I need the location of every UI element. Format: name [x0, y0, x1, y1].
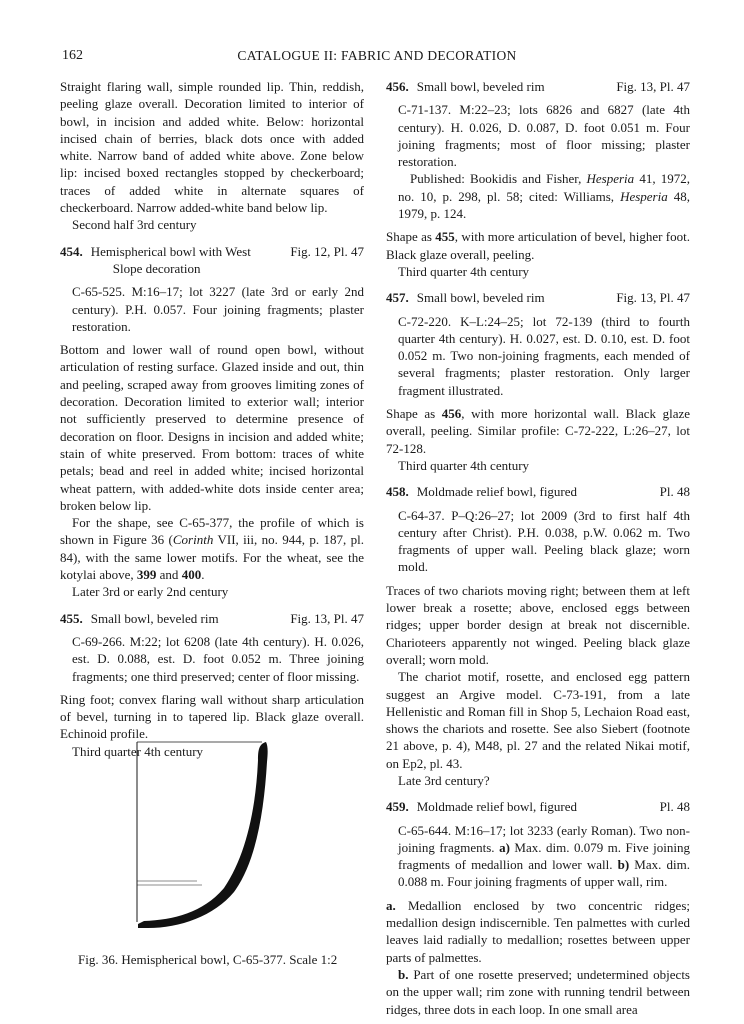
entry-459-fragment-a — [386, 897, 690, 966]
note-italic: Corinth — [172, 532, 214, 548]
fragment-label: b) — [617, 857, 630, 873]
cross-ref: 399 — [136, 567, 157, 583]
publication-text: 41, 1972, no. 10, p. 298, pl. 58; cited: Williams, — [398, 171, 690, 204]
entry-455-heading — [60, 610, 364, 627]
left-column — [60, 78, 364, 760]
note-text: For the shape, see C-65-377, the profile of which is shown in Figure 36 ( — [60, 515, 364, 548]
desc-text: , with more horizontal wall. Black glaze overall, peeling. Similar profile: C-72-222, L:26–27, lot 72-128. — [386, 406, 691, 456]
entry-plate-ref: Pl. 48 — [659, 799, 690, 815]
note-text: and — [156, 567, 182, 583]
entry-459-fragment-b — [386, 966, 690, 1018]
note-text: VII, iii, no. 944, p. 187, pl. 84), with the same lower motifs. For the wheat, see the kotylai above, — [60, 532, 364, 583]
continued-description: Straight flaring wall, simple rounded lip. Thin, reddish, peeling glaze overall. Decoration limited to interior of bowl, in incision and added white. Below: horizontal incised chain of berries, black dots once with added white. Narrow band of added white above. Zone below lip: incised boxed rectangles stopped by checkerboard; traces of added white in alternate squares of checkerboard. Narrow added-white band below lip. — [60, 79, 364, 216]
publication-italic: Hesperia — [620, 188, 668, 204]
entry-figure-ref: Fig. 13, Pl. 47 — [616, 290, 690, 306]
entry-number: 454. — [60, 243, 83, 259]
running-header — [62, 48, 692, 68]
entry-458-date: Late 3rd century? — [398, 772, 490, 788]
entry-458-description: Traces of two chariots moving right; between them at left lower break a rosette; above, enclosed eggs between ridges; upper border design at break not discernible. Charioteers apparently not winged. Peeling black glaze overall; worn mold. — [386, 582, 690, 667]
entry-458-info: C-64-37. P–Q:26–27; lot 2009 (3rd to first half 4th century after Christ). P.H. 0.038, p.W. 0.062 m. Two fragments of upper wall. Peeling black glaze; worn mold. — [398, 507, 690, 575]
entry-456-description — [386, 228, 690, 263]
fragment-label: a. — [386, 897, 396, 913]
entry-459-info — [386, 822, 690, 891]
info-text: Max. dim. 0.088 m. Four joining fragments of upper wall, rim. — [398, 857, 690, 890]
entry-456-date: Third quarter 4th century — [398, 263, 530, 279]
figure-36 — [60, 738, 364, 970]
entry-457-info: C-72-220. K–L:24–25; lot 72-139 (third to fourth quarter 4th century). H. 0.027, est. D. 0.10, est. D. foot 0.052 m. Two non-joining fragments, each mended of several fragments; plaster restoration. Only larger fragment illustrated. — [398, 313, 690, 398]
desc-text: , with more articulation of bevel, higher foot. Black glaze overall, peeling. — [386, 229, 690, 262]
bowl-profile-drawing — [132, 738, 282, 938]
entry-title: Small bowl, beveled rim — [416, 79, 545, 94]
publication-text: Published: Bookidis and Fisher, — [410, 171, 587, 187]
entry-figure-ref: Fig. 13, Pl. 47 — [290, 610, 364, 626]
entry-459-heading — [386, 798, 690, 815]
entry-456-info: C-71-137. M:22–23; lots 6826 and 6827 (late 4th century). H. 0.026, D. 0.087, D. foot 0.051 m. Four joining fragments; most of floor missing; plaster restoration. — [398, 102, 690, 170]
note-text: . — [201, 567, 205, 583]
entry-454-note — [60, 514, 364, 583]
info-text: Max. dim. 0.079 m. Five joining fragments of medallion and lower wall. — [398, 839, 690, 873]
right-column — [386, 78, 690, 1018]
entry-title-line-2: Slope decoration — [112, 260, 201, 276]
entry-title — [91, 243, 285, 278]
entry-458-note: The chariot motif, rosette, and enclosed egg pattern suggest an Argive model. C-73-191, from a late Hellenistic and Roman fill in Shop 5, Lechaion Road east, shows the chariots and rosette. See also Siebert (footnote 21 above, p. 4), M48, pl. 27 and the related Nikai motif, on Ep2, pl. 43. — [386, 669, 690, 771]
info-text: C-65-644. M:16–17; lot 3233 (early Roman). Two non-joining fragments. — [398, 822, 690, 855]
publication-italic: Hesperia — [586, 171, 635, 187]
desc-text: Shape as — [386, 229, 436, 245]
entry-number: 455. — [60, 610, 83, 626]
entry-number: 457. — [386, 290, 409, 306]
entry-457-date: Third quarter 4th century — [398, 457, 530, 473]
cross-ref: 455 — [435, 229, 455, 245]
entry-number: 459. — [386, 799, 409, 815]
entry-455-info: C-69-266. M:22; lot 6208 (late 4th century). H. 0.026, est. D. 0.088, est. D. foot 0.052 m. Three joining fragments; one third preserved; center of floor missing. — [72, 633, 364, 684]
entry-number: 456. — [386, 79, 409, 94]
entry-title: Moldmade relief bowl, figured — [416, 484, 578, 500]
entry-title: Moldmade relief bowl, figured — [416, 799, 578, 815]
publication-text: 48, 1979, p. 124. — [398, 188, 690, 222]
entry-title: Small bowl, beveled rim — [90, 610, 219, 626]
fragment-label: b. — [398, 966, 409, 982]
entry-458-heading — [386, 483, 690, 500]
entry-456-publication — [386, 170, 690, 222]
fragment-label: a) — [499, 839, 510, 855]
fragment-text: Part of one rosette preserved; undetermined objects on the upper wall; rim zone with running tendril between ridges, three dots in each loop. In one small area — [386, 966, 690, 1017]
entry-457-heading — [386, 289, 690, 306]
desc-text: Shape as — [386, 406, 442, 422]
fragment-text: Medallion enclosed by two concentric ridges; medallion design indiscernible. Ten palmettes with curled leaves laid radially to medallion; rosettes between upper parts of palmettes. — [386, 897, 690, 965]
bowl-wall-section — [138, 742, 268, 928]
entry-plate-ref: Pl. 48 — [659, 484, 690, 500]
entry-454-description: Bottom and lower wall of round open bowl, without articulation of resting surface. Glazed inside and out, thin and peeling, scraped away from grooves limiting zones of decoration. Decoration limited to exterior wall; interior not sufficiently preserved to determine presence of decoration on floor. Designs in incision and added white; stain of white preserved. From bottom: traces of white petals; bead and reel in added white; incised horizontal wheat pattern, with added-white dots inside center area; broken below lip. — [60, 342, 364, 513]
figure-caption — [78, 952, 337, 968]
cross-ref: 400 — [181, 567, 202, 583]
entry-454-date: Later 3rd or early 2nd century — [72, 584, 229, 600]
entry-455-date: Third quarter 4th century — [72, 743, 204, 759]
entry-figure-ref: Fig. 13, Pl. 47 — [616, 79, 690, 94]
figure-label: Fig. 36. — [78, 952, 119, 967]
entry-457-description — [386, 405, 690, 457]
entry-number: 458. — [386, 484, 409, 500]
entry-title: Small bowl, beveled rim — [416, 290, 545, 306]
continued-date: Second half 3rd century — [72, 217, 197, 233]
entry-title-line-1: Hemispherical bowl with West — [90, 243, 251, 259]
entry-figure-ref: Fig. 12, Pl. 47 — [290, 243, 364, 259]
page-number: 162 — [62, 48, 83, 63]
figure-caption-text: Hemispherical bowl, C-65-377. Scale 1:2 — [121, 952, 338, 967]
entry-455-description: Ring foot; convex flaring wall without sharp articulation of bevel, turning in to tapered lip. Black glaze overall. Echinoid profile. — [60, 691, 364, 742]
entry-456-heading — [386, 78, 690, 95]
entry-454-heading — [60, 243, 364, 278]
running-title: CATALOGUE II: FABRIC AND DECORATION — [237, 48, 517, 63]
cross-ref: 456 — [441, 406, 462, 422]
entry-454-info: C-65-525. M:16–17; lot 3227 (late 3rd or early 2nd century). P.H. 0.057. Four joining fragments; plaster restoration. — [72, 284, 364, 334]
